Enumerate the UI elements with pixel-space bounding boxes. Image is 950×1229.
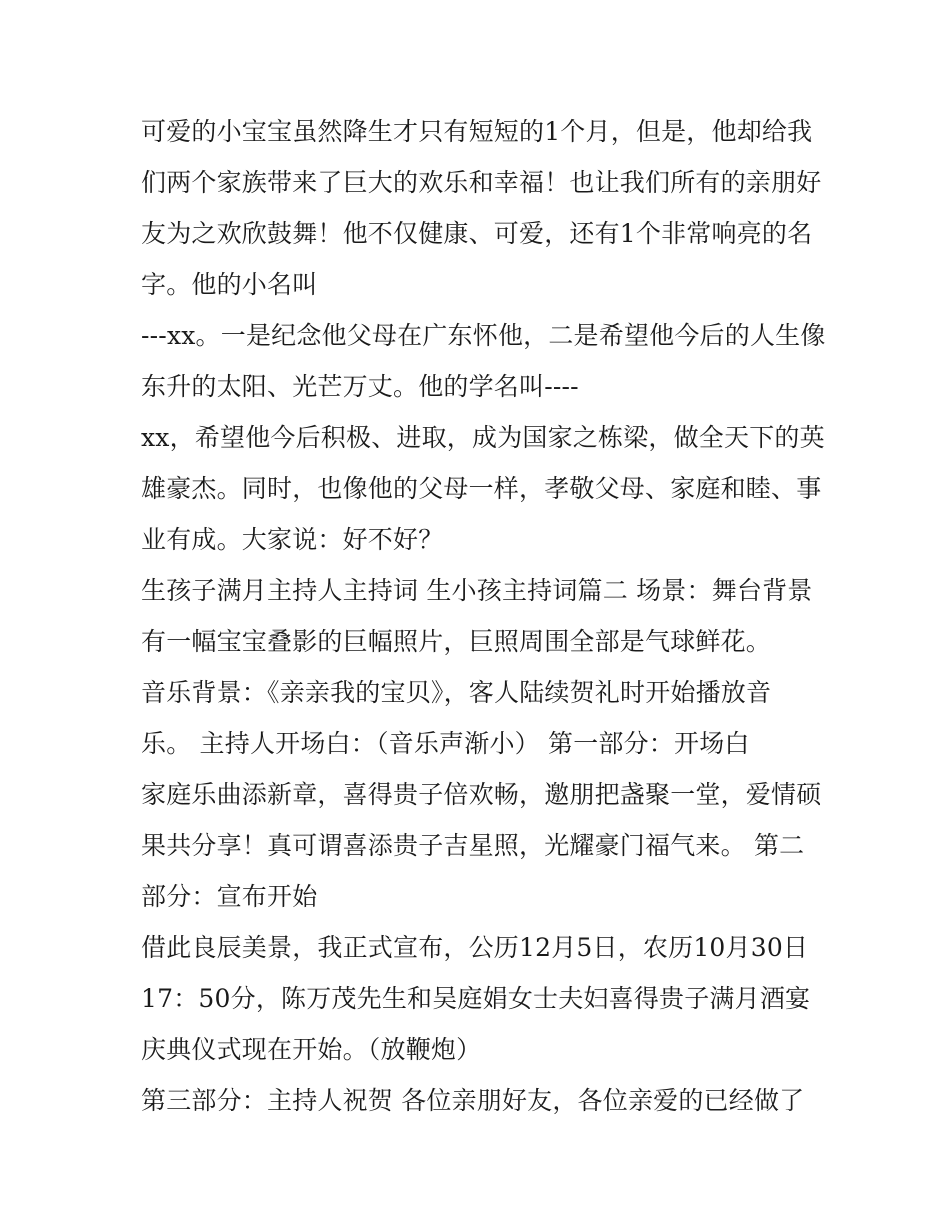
text-line: xx，希望他今后积极、进取，成为国家之栋梁，做全天下的英 (141, 423, 825, 452)
text-line: 有一幅宝宝叠影的巨幅照片，巨照周围全部是气球鲜花。 (141, 627, 772, 656)
text-line: 第三部分：主持人祝贺 各位亲朋好友，各位亲爱的已经做了 (141, 1086, 805, 1115)
text-line: 借此良辰美景，我正式宣布，公历12月5日，农历10月30日 (141, 933, 809, 962)
text-line: ---xx。一是纪念他父母在广东怀他，二是希望他今后的人生像 (141, 321, 826, 350)
text-line: 们两个家族带来了巨大的欢乐和幸福！也让我们所有的亲朋好 (141, 168, 822, 197)
text-line: 果共分享！真可谓喜添贵子吉星照，光耀豪门福气来。 第二 (141, 831, 805, 860)
text-line: 家庭乐曲添新章，喜得贵子倍欢畅，邀朋把盏聚一堂，爱情硕 (141, 780, 822, 809)
document-body (141, 106, 826, 1126)
text-line: 部分：宣布开始 (141, 882, 318, 911)
text-line: 庆典仪式现在开始。（放鞭炮） (141, 1035, 482, 1064)
text-line: 友为之欢欣鼓舞！他不仅健康、可爱，还有1个非常响亮的名 (141, 219, 813, 248)
text-line: 音乐背景：《亲亲我的宝贝》，客人陆续贺礼时开始播放音 (141, 678, 772, 707)
text-line: 乐。 主持人开场白：（音乐声渐小） 第一部分：开场白 (141, 729, 750, 758)
text-line: 生孩子满月主持人主持词 生小孩主持词篇二 场景：舞台背景 (141, 576, 813, 605)
text-line: 字。他的小名叫 (141, 270, 318, 299)
text-line: 东升的太阳、光芒万丈。他的学名叫---- (141, 372, 579, 401)
text-line: 业有成。大家说：好不好？ (141, 525, 444, 554)
text-line: 雄豪杰。同时，也像他的父母一样，孝敬父母、家庭和睦、事 (141, 474, 822, 503)
text-line: 17：50分，陈万茂先生和吴庭娟女士夫妇喜得贵子满月酒宴 (141, 984, 811, 1013)
text-line: 可爱的小宝宝虽然降生才只有短短的1个月，但是，他却给我 (141, 117, 813, 146)
